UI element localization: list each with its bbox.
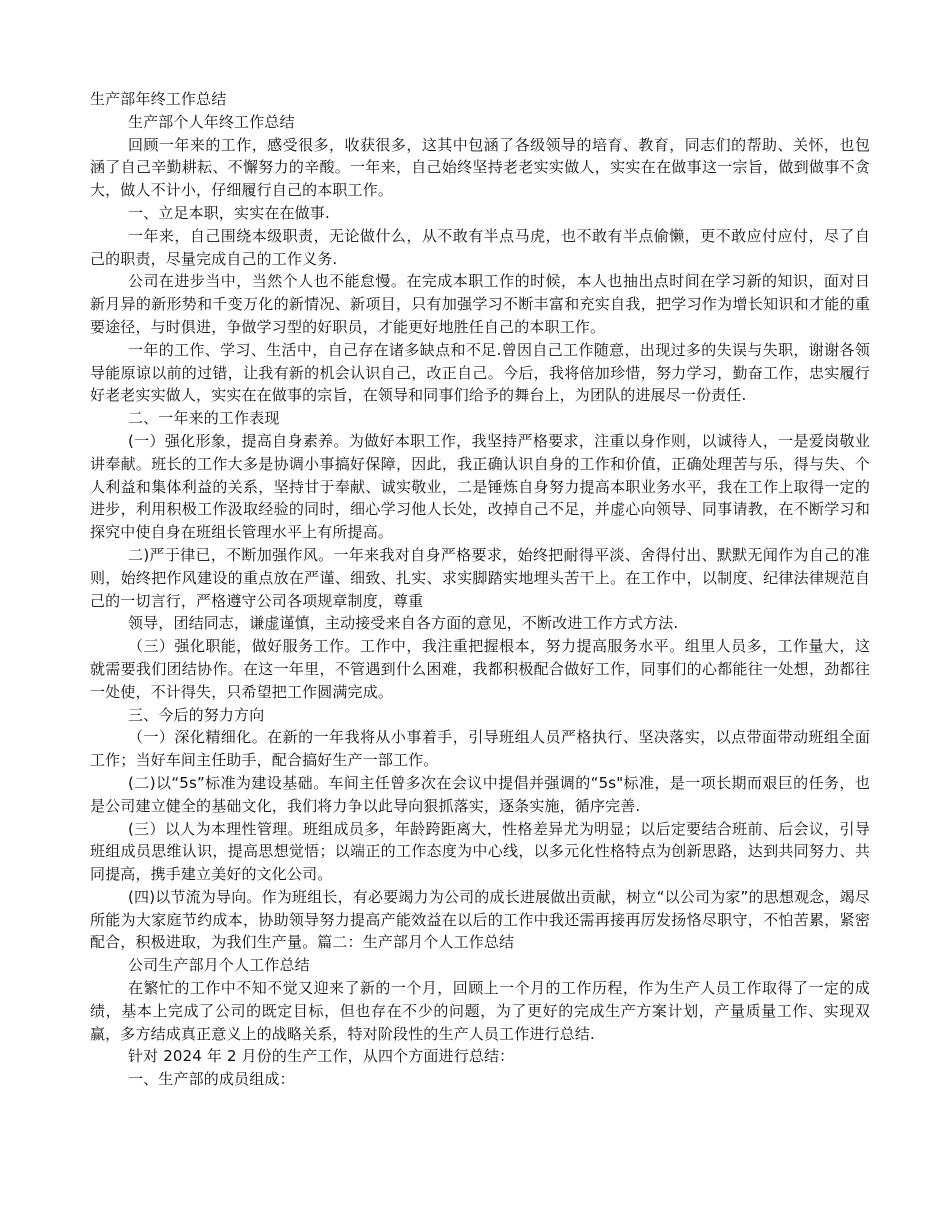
- heading: 二、一年来的工作表现: [128, 409, 280, 428]
- paragraph: 在繁忙的工作中不知不觉又迎来了新的一个月，回顾上一个月的工作历程，作为生产人员工作取得了一定的成绩，基本上完成了公司的既定目标，但也存在不少的问题，为了更好的完成生产方案计划，产量质量工作、实现双赢，多方结成真正意义上的战略关系，特对阶段性的生产人员工作进行总结.: [90, 979, 870, 1043]
- paragraph: 一年来，自己围绕本级职责，无论做什么，从不敢有半点马虎，也不敢有半点偷懒，更不敢应付应付，尽了自己的职责，尽量完成自己的工作义务.: [90, 226, 870, 268]
- paragraph: 回顾一年来的工作，感受很多，收获很多，这其中包涵了各级领导的培育、教育，同志们的帮助、关怀，也包涵了自己辛勤耕耘、不懈努力的辛酸。一年来，自己始终坚持老老实实做人，实实在在做事这一宗旨，做到做事不贪大，做人不计小，仔细履行自己的本职工作。: [90, 135, 870, 200]
- paragraph: （三）强化职能，做好服务工作。工作中，我注重把握根本，努力提高服务水平。组里人员多，工作量大，这就需要我们团结协作。在这一年里，不管遇到什么困难，我都积极配合做好工作，同事们的心都能往一处想，劲都往一处使，不计得失，只希望把工作圆满完成。: [90, 637, 870, 701]
- heading: 一、生产部的成员组成：: [128, 1070, 295, 1089]
- document-body: [90, 88, 870, 1091]
- paragraph: 一年的工作、学习、生活中，自己存在诸多缺点和不足.曾因自己工作随意，出现过多的失误与失职，谢谢各领导能原谅以前的过错，让我有新的机会认识自己，改正自己。今后，我将倍加珍惜，努力学习，勤奋工作，忠实履行好老老实实做人，实实在在做事的宗旨，在领导和同事们给予的舞台上，为团队的进展尽一份责任.: [90, 340, 870, 405]
- paragraph: （一）深化精细化。在新的一年我将从小事着手，引导班组人员严格执行、坚决落实，以点带面带动班组全面工作；当好车间主任助手，配合搞好生产一部工作。: [90, 728, 870, 770]
- paragraph: (三）以人为本理性管理。班组成员多，年龄跨距离大，性格差异尤为明显；以后定要结合班前、后会议，引导班组成员思维认识，提高思想觉悟；以端正的工作态度为中心线，以多元化性格特点为创新思路，达到共同努力、共同提高，携手建立美好的文化公司。: [90, 819, 870, 884]
- document-title: 生产部年终工作总结: [90, 90, 227, 108]
- paragraph: 公司在进步当中，当然个人也不能怠慢。在完成本职工作的时候，本人也抽出点时间在学习新的知识，面对日新月异的新形势和千变万化的新情况、新项目，只有加强学习不断丰富和充实自我，把学习作为增长知识和才能的重要途径，与时俱进，争做学习型的好职员，才能更好地胜任自己的本职工作。: [90, 272, 870, 336]
- section-title: 生产部个人年终工作总结: [128, 112, 295, 131]
- paragraph: (一）强化形象，提高自身素养。为做好本职工作，我坚持严格要求，注重以身作则，以诚待人，一是爱岗敬业讲奉献。班长的工作大多是协调小事搞好保障，因此，我正确认识自身的工作和价值，正确处理苦与乐，得与失、个人利益和集体利益的关系，坚持甘于奉献、诚实敬业，二是锤炼自身努力提高本职业务水平，我在工作上取得一定的进步，利用积极工作汲取经验的同时，细心学习他人长处，改掉自己不足，并虚心向领导、同事请教，在不断学习和探究中使自身在班组长管理水平上有所提高。: [90, 431, 870, 542]
- paragraph: (四)以节流为导向。作为班组长，有必要竭力为公司的成长进展做出贡献，树立“以公司为家”的思想观念，竭尽所能为大家庭节约成本，协助领导努力提高产能效益在以后的工作中我还需再接再厉发扬恪尽职守，不怕苦累，紧密配合，积极进取，为我们生产量。篇二：生产部月个人工作总结: [90, 887, 870, 952]
- paragraph: 针对 2024 年 2 月份的生产工作，从四个方面进行总结：: [128, 1047, 515, 1066]
- paragraph: 领导，团结同志，谦虚谨慎，主动接受来自各方面的意见，不断改进工作方式方法.: [128, 614, 679, 633]
- heading: 一、立足本职，实实在在做事.: [128, 203, 330, 222]
- paragraph: 二)严于律已，不断加强作风。一年来我对自身严格要求，始终把耐得平淡、舍得付出、默默无闻作为自己的准则，始终把作风建设的重点放在严谨、细致、扎实、求实脚踏实地埋头苦干上。在工作中，以制度、纪律法律规范自己的一切言行，严格遵守公司各项规章制度，尊重: [90, 545, 870, 610]
- heading: 三、今后的努力方向: [128, 705, 265, 724]
- paragraph: (二)以“5s”标准为建设基础。车间主任曾多次在会议中提倡并强调的“5s"标准，是一项长期而艰巨的任务，也是公司建立健全的基础文化，我们将力争以此导向狠抓落实，逐条实施，循序完善.: [90, 773, 870, 815]
- section-title: 公司生产部月个人工作总结: [128, 956, 310, 975]
